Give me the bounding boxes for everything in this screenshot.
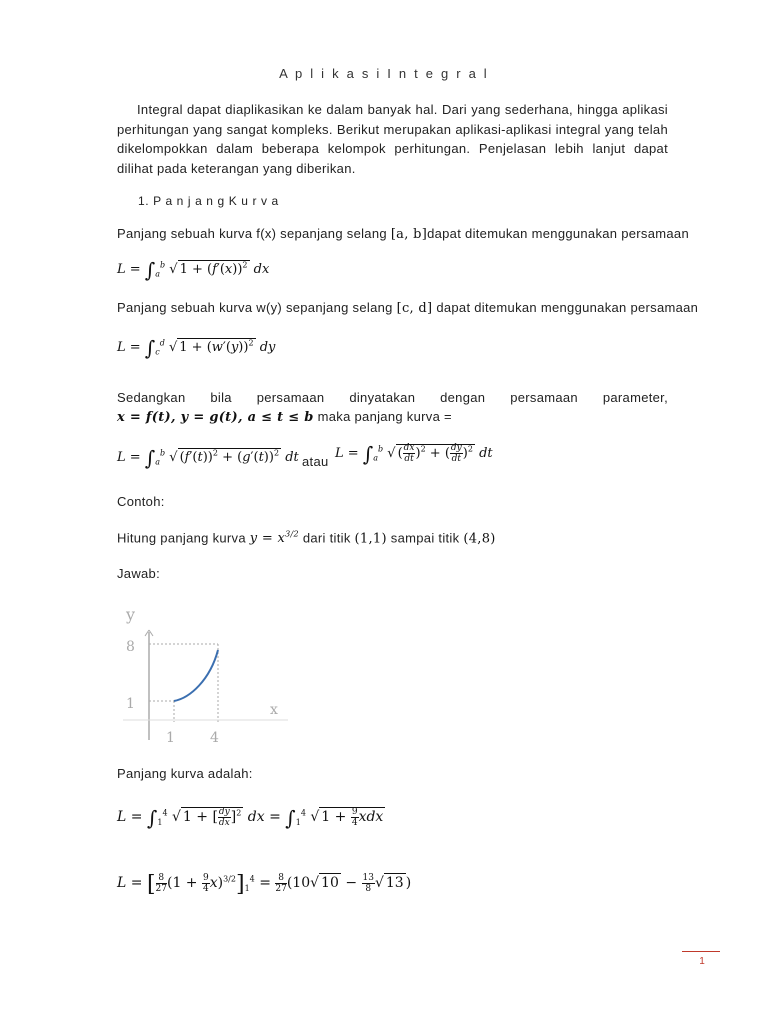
formula-parametric-alt: $L = \int_a^b$ √ ( $\frac{dx}{dt}$ )$^2$ + ( $\frac{dy}{dt}$ )$^2$ dt <box>335 442 493 466</box>
example-label: Contoh: <box>117 494 165 509</box>
param-word: bila <box>210 390 232 405</box>
param-word: dengan <box>440 390 486 405</box>
graph-x-axis-label: x <box>270 702 278 718</box>
point-start: (1,1) <box>354 531 387 547</box>
param-word: persamaan <box>510 390 578 405</box>
section-heading: 1. P a n j a n g K u r v a <box>138 194 279 208</box>
wy-text-a: Panjang sebuah kurva w(y) sepanjang selang <box>117 300 393 315</box>
wy-text-b: dapat ditemukan menggunakan persamaan <box>436 300 699 315</box>
curve-equation <box>250 531 299 546</box>
graph-x-tick-1: 1 <box>166 730 175 745</box>
param-word: persamaan <box>256 390 325 405</box>
curve-graph <box>118 600 298 745</box>
example-question <box>117 530 496 546</box>
question-text-a: Hitung panjang kurva <box>117 530 246 546</box>
graph-y-tick-1: 1 <box>126 696 135 712</box>
page-number: 1 <box>699 956 705 967</box>
graph-x-tick-4: 4 <box>210 730 219 745</box>
param-word: dinyatakan <box>349 390 416 405</box>
graph-y-axis-label: y <box>126 605 136 624</box>
formula-arc-length-x: $L = \int_a^b$ √ $1 + (f'(x))^2$ dx <box>117 258 270 282</box>
fx-sentence <box>117 226 689 242</box>
param-word: parameter, <box>602 390 668 405</box>
curve-exponent: 3/2 <box>285 530 299 539</box>
graph-y-tick-8: 8 <box>126 639 135 655</box>
answer-formula-integral: $L = \int_1^4$ √ 1 + [ $\frac{dy}{dx}$ ]$^2$ dx = $\int_1^4$ √ 1 + $\frac{9}{4}$ xdx <box>117 806 384 830</box>
fx-text-b: dapat ditemukan menggunakan persamaan <box>427 226 689 241</box>
answer-formula-result: L = [ $\frac{8}{27}$ (1 + $\frac{9}{4}$ $x)^{3/2}]_1^4$ = $\frac{8}{27}$ (10√ 10 − $\frac{13}{8}$ √ 13 ) <box>117 872 412 897</box>
wy-interval: [c, d] <box>396 301 433 316</box>
fx-interval: [a, b] <box>390 227 428 242</box>
wy-sentence <box>117 300 698 316</box>
footer-rule <box>682 951 720 952</box>
or-word: atau <box>302 454 329 469</box>
formula-arc-length-y: $L = \int_c^d$ √ $1 + (w'(y))^2$ dy <box>117 336 276 360</box>
param-condition: x = f(t), y = g(t), a ≤ t ≤ b <box>117 410 314 425</box>
question-text-c: sampai titik <box>390 530 460 546</box>
formula-parametric: $L = \int_a^b$ √ $(f'(t))^2 + (g'(t))^2$ dt <box>117 446 299 470</box>
param-tail: maka panjang kurva = <box>317 409 452 424</box>
answer-label: Jawab: <box>117 566 160 581</box>
question-text-b: dari titik <box>302 530 351 546</box>
param-word: Sedangkan <box>117 390 186 405</box>
intro-paragraph <box>117 100 668 178</box>
document-title: A p l i k a s i I n t e g r a l <box>279 66 489 81</box>
arc-length-label: Panjang kurva adalah: <box>117 766 253 781</box>
intro-text: Integral dapat diaplikasikan ke dalam banyak hal. Dari yang sederhana, hingga aplikasi perhitungan yang sangat kompleks. Berikut merupakan aplikasi-aplikasi integral yang telah dikelompokkan dalam beberapa kelompok perhitungan. Penjelasan lebih lanjut dapat dilihat pada keterangan yang diberikan. <box>117 102 668 176</box>
param-condition-line <box>117 409 452 425</box>
point-end: (4,8) <box>463 531 496 547</box>
fx-text-a: Panjang sebuah kurva f(x) sepanjang selang <box>117 226 387 241</box>
curve-base: y = x <box>249 531 286 547</box>
param-sentence <box>117 390 668 405</box>
graph-curve <box>174 650 218 701</box>
